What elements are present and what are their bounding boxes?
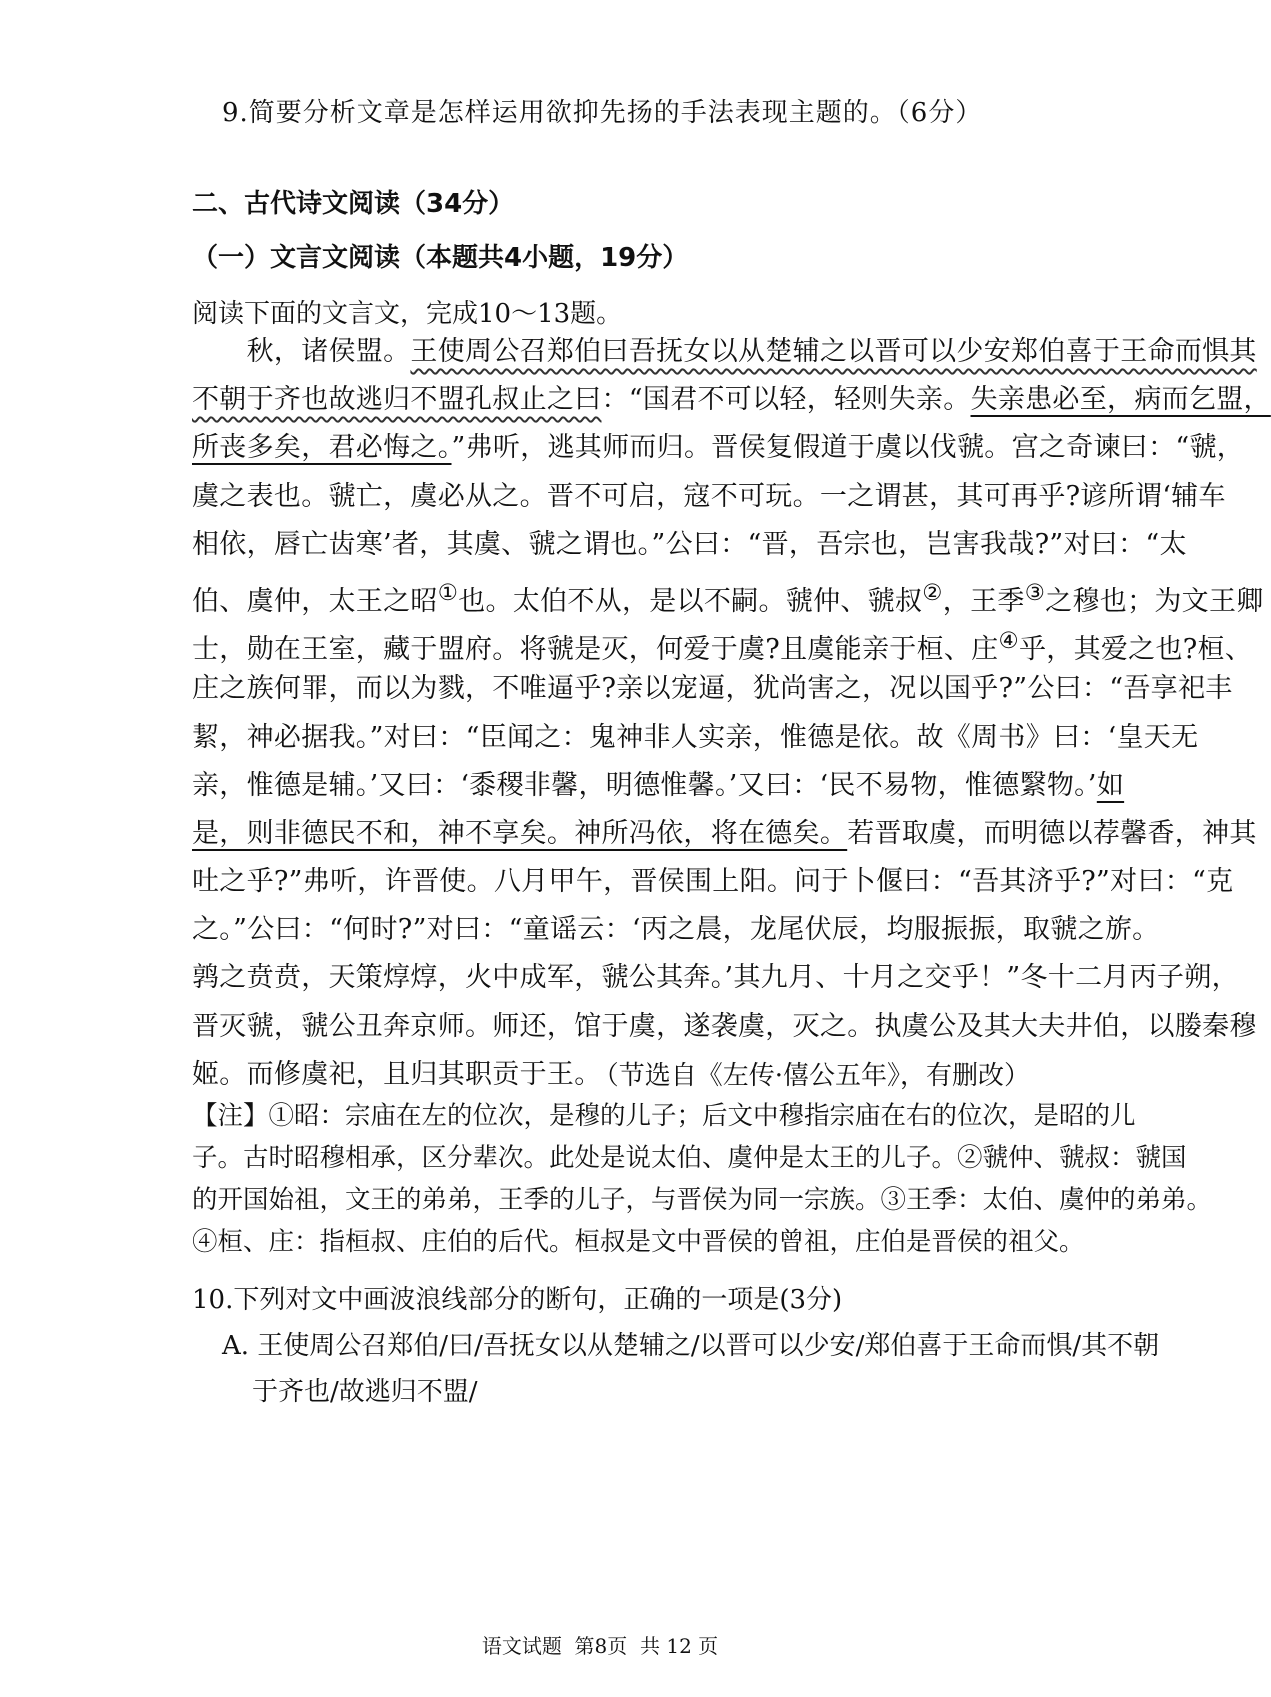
passage-text: 之穆也；为文王卿: [1045, 585, 1264, 617]
passage-line: 相依，唇亡齿寒’者，其虞、虢之谓也。”公曰：“晋，吾宗也，岂害我哉?”对曰：“太: [192, 528, 1187, 560]
passage-line: [192, 762, 1125, 810]
option-a: [222, 1323, 1159, 1415]
passage-text: 伯、虞仲，太王之昭: [192, 585, 438, 617]
passage-source: （节选自《左传·僖公五年》，有删改）: [592, 1061, 1030, 1091]
passage-text: 士，勋在王室，藏于盟府。将虢是灭，何爱于虞?且虞能亲于桓、庄: [192, 634, 999, 666]
note-line: ④桓、庄：指桓叔、庄伯的后代。桓叔是文中晋侯的曾祖，庄伯是晋侯的祖父。: [192, 1227, 1085, 1257]
reading-instruction: 阅读下面的文言文，完成10～13题。: [192, 299, 623, 329]
footnote-marker: ④: [998, 628, 1019, 655]
passage-text: ：“国君不可以轻，轻则失亲。: [601, 384, 971, 416]
question-9: 9.简要分析文章是怎样运用欲抑先扬的手法表现主题的。（6分）: [222, 98, 983, 128]
passage-line: 之。”公曰：“何时?”对曰：“童谣云：‘丙之晨，龙尾伏辰，均服振振，取虢之旂。: [192, 914, 1160, 946]
annotation-notes: [192, 1095, 1213, 1263]
passage-text: 亲，惟德是辅。’又曰：‘黍稷非馨，明德惟馨。’又曰：‘民不易物，惟德繄物。’: [192, 769, 1097, 801]
passage-text: 乎，其爱之也?桓、: [1018, 634, 1253, 666]
passage-line: [192, 328, 1257, 376]
classical-passage: [192, 328, 1271, 1099]
passage-text: 秋，诸侯盟。: [246, 336, 411, 367]
passage-line: 吐之乎?”弗听，许晋使。八月甲午，晋侯围上阳。问于卜偃曰：“吾其济乎?”对曰：“克: [192, 866, 1234, 898]
passage-line: 絜，神必据我。”对曰：“臣闻之：鬼神非人实亲，惟德是依。故《周书》曰：‘皇天无: [192, 721, 1199, 753]
footnote-marker: ①: [437, 579, 459, 606]
passage-line: [192, 376, 1271, 424]
footnote-marker: ③: [1024, 579, 1046, 606]
note-line: 的开国始祖，文王的弟弟，王季的儿子，与晋侯为同一宗族。③王季：太伯、虞仲的弟弟。: [192, 1185, 1213, 1215]
section-title: 二、古代诗文阅读（34分）: [192, 189, 515, 219]
passage-text: 也。太伯不从，是以不嗣。虢仲、虢叔: [458, 585, 923, 617]
passage-text: ，王季: [942, 585, 1025, 617]
passage-line: [192, 569, 1264, 617]
option-a-line: 于齐也/故逃归不盟/: [252, 1377, 478, 1407]
passage-line: 庄之族何罪，而以为戮，不唯逼乎?亲以宠逼，犹尚害之，况以国乎?”公曰：“吾享祀丰: [192, 673, 1233, 705]
wavy-underlined-text: 王使周公召郑伯曰吾抚女以从楚辅之以晋可以少安郑伯喜于王命而惧其: [410, 336, 1257, 367]
wavy-underlined-text: 不朝于齐也故逃归不盟孔叔止之曰: [192, 384, 602, 416]
passage-text: ”弗听，逃其师而归。晋侯复假道于虞以伐虢。宫之奇谏曰：“虢，: [451, 432, 1245, 464]
passage-text: 若晋取虞，而明德以荐馨香，神其: [847, 817, 1257, 849]
question-10: 10.下列对文中画波浪线部分的断句，正确的一项是(3分): [192, 1285, 843, 1315]
underlined-text: 失亲患必至，病而乞盟，: [970, 384, 1271, 416]
option-a-line: A. 王使周公召郑伯/曰/吾抚女以从楚辅之/以晋可以少安/郑伯喜于王命而惧/其不朝: [222, 1331, 1160, 1361]
passage-line: 鹑之贲贲，天策焞焞，火中成军，虢公其奔。’其九月、十月之交乎！”冬十二月丙子朔，: [192, 962, 1239, 994]
passage-line: [192, 810, 1257, 858]
note-line: 【注】①昭：宗庙在左的位次，是穆的儿子；后文中穆指宗庙在右的位次，是昭的儿: [192, 1101, 1136, 1131]
passage-line: [192, 617, 1253, 666]
underlined-text: 是，则非德民不和，神不享矣。神所冯依，将在德矣。: [192, 817, 848, 849]
subsection-title: （一）文言文阅读（本题共4小题，19分）: [192, 243, 689, 273]
page-footer: 语文试题 第8页 共 12 页: [481, 1634, 719, 1658]
underlined-text: 所丧多矣，君必悔之。: [192, 432, 452, 464]
underlined-text: 如: [1096, 769, 1125, 801]
passage-line: 晋灭虢，虢公丑奔京师。师还，馆于虞，遂袭虞，灭之。执虞公及其大夫井伯，以媵秦穆: [192, 1010, 1257, 1042]
note-line: 子。古时昭穆相承，区分辈次。此处是说太伯、虞仲是太王的儿子。②虢仲、虢叔：虢国: [192, 1143, 1187, 1173]
passage-line: 姬。而修虞祀，且归其职贡于王。: [192, 1058, 602, 1090]
passage-line: 虞之表也。虢亡，虞必从之。晋不可启，寇不可玩。一之谓甚，其可再乎?谚所谓‘辅车: [192, 480, 1226, 512]
passage-line: [192, 424, 1245, 472]
footnote-marker: ②: [922, 579, 943, 606]
